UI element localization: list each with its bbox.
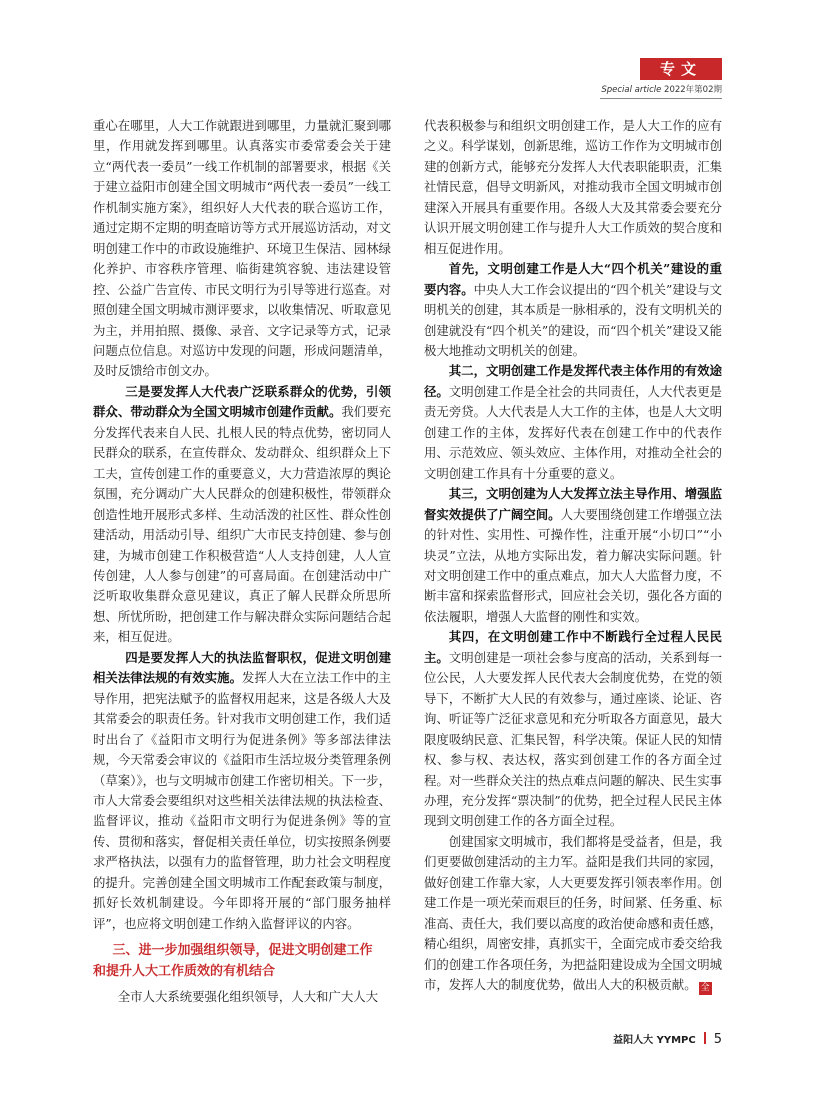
paragraph [424,832,722,996]
paragraph: 全市人大系统要强化组织领导，人大和广大人大 [117,989,378,1005]
section-title-line: 三、进一步加强组织领导，促进文明创建工作 [112,943,373,959]
magazine-name: 益阳人大 YYMPC [613,1035,696,1046]
paragraph-text: 创建国家文明城市，我们都将是受益者，但是，我们更要做创建活动的主力军。益阳是我们共同的家园，做好创建工作靠大家，人大更要发挥引领表率作用。创建工作是一项光荣而艰巨的任务，时间紧、任务重、标准高、责任大，我们要以高度的政治使命感和责任感，精心组织，周密安排，真抓实干，全面完成市委交给我们的创建工作各项任务，为把益阳建设成为全国文明城市，发挥人大的制度优势，做出人大的积极贡献。 [424,833,722,993]
page-number: 5 [713,1032,722,1047]
paragraph-heading: 首先，文明创建工作是人大“四个机关”建设的重要内容。 [424,261,722,297]
paragraph-heading: 其三，文明创建为人大发挥立法主导作用、增强监督实效提供了广阔空间。 [424,486,722,522]
paragraph: 代表积极参与和组织文明创建工作，是人大工作的应有之义。科学谋划，创新思维，巡访工作作为文明城市创建的创新方式，能够充分发挥人大代表职能职责，汇集社情民意，倡导文明新风，对推动我市全国文明城市创建深入开展具有重要作用。各级人大及其常委会要充分认识开展文明创建工作与提升人大工作质效的契合度和相互促进作用。 [424,118,722,256]
paragraph: 重心在哪里，人大工作就跟进到哪里，力量就汇聚到哪里，作用就发挥到哪里。认真落实市委常委会关于建立“两代表一委员”一线工作机制的部署要求，根据《关于建立益阳市创建全国文明城市“两代表一委员”一线工作机制实施方案》，组织好人大代表的联合巡访工作，通过定期不定期的明查暗访等方式开展巡访活动，对文明创建工作中的市政设施维护、环境卫生保洁、园林绿化养护、市容秩序管理、临街建筑容貌、违法建设管控、公益广告宣传、市民文明行为引导等进行巡查。对照创建全国文明城市测评要求，以收集情况、听取意见为主，并用拍照、摄像、录音、文字记录等方式，记录问题点位信息。对巡访中发现的问题，形成问题清单，及时反馈给市创文办。 [93,118,391,379]
paragraph-text: 人大要围绕创建工作增强立法的针对性、实用性、可操作性，注重开展“小切口”“小块灵”立法，从地方实际出发，着力解决实际问题。针对文明创建工作中的重点难点，加大人大监督力度，不断丰富和探索监督形式，回应社会关切，强化各方面的依法履职，增强人大监督的刚性和实效。 [424,506,723,624]
header-divider [600,98,722,99]
paragraph [424,484,722,627]
page-footer [590,1030,722,1050]
paragraph-heading: 其二，文明创建工作是发挥代表主体作用的有效途径。 [424,363,722,399]
paragraph-text: 我们要充分发挥代表来自人民、扎根人民的特点优势，密切同人民群众的联系，在宣传群众、发动群众、组织群众上下工夫，宣传创建工作的重要意义，大力营造浓厚的舆论氛围，充分调动广大人民群众的创建积极性，带领群众创造性地开展形式多样、生动活泼的社区性、群众性创建活动，用活动引导、组织广大市民支持创建、参与创建，为城市创建工作积极营造“人人支持创建，人人宣传创建，人人参与创建”的可喜局面。在创建活动中广泛听取收集群众意见建议，真正了解人民群众所思所想、所忧所盼，把创建工作与解决群众实际问题结合起来，相互促进。 [93,404,392,645]
section-title-line: 和提升人大工作质效的有机结合 [93,964,276,980]
paragraph [424,361,722,484]
paragraph-heading: 其四，在文明创建工作中不断践行全过程人民民主。 [424,629,722,665]
special-article-label: Special article [601,85,662,95]
paragraph [93,648,391,934]
paragraph-text: 文明创建是一项社会参与度高的活动，关系到每一位公民，人大要发挥人民代表大会制度优势，在党的领导下，不断扩大人民的有效参与，通过座谈、论证、咨询、听证等广泛征求意见和充分听取各方面意见，最大限度吸纳民意、汇集民智，科学决策。保证人民的知情权、参与权、表达权，落实到创建工作的各方面全过程。对一些群众关注的热点难点问题的解决、民生实事办理，充分发挥“票决制”的优势，把全过程人民民主体现到文明创建工作的各方面全过程。 [424,649,723,829]
paragraph-text: 发挥人大在立法工作中的主导作用，把宪法赋予的监督权用起来，这是各级人大及其常委会的职责任务。针对我市文明创建工作，我们适时出台了《益阳市文明行为促进条例》等多部法律法规，今天常委会审议的《益阳市生活垃圾分类管理条例（草案）》，也与文明城市创建工作密切相关。下一步，市人大常委会要组织对这些相关法律法规的执法检查、监督评议，推动《益阳市文明行为促进条例》等的宣传、贯彻和落实，督促相关责任单位，切实按照条例要求严格执法，以强有力的监督管理，助力社会文明程度的提升。完善创建全国文明城市工作配套政策与制度，抓好长效机制建设。今年即将开展的“部门服务抽样评”，也应将文明创建工作纳入监督评议的内容。 [93,670,392,931]
left-column [93,116,391,1008]
section-badge: 专文 [640,58,722,80]
paragraph-text: 文明创建工作是全社会的共同责任，人大代表更是责无旁贷。人大代表是人大工作的主体，也是人大文明创建工作的主体，发挥好代表在创建工作中的代表作用、示范效应、领头效应、主体作用，对推动全社会的文明创建工作具有十分重要的意义。 [424,383,723,481]
paragraph [424,259,722,361]
issue-line [600,83,722,97]
paragraph-text: 中央人大工作会议提出的“四个机关”建设与文明机关的创建，其本质是一脉相承的，没有文明机关的创建就没有“四个机关”的建设，而“四个机关”建设又能极大地推动文明机关的创建。 [424,281,723,358]
paragraph [424,627,722,832]
right-column [424,116,722,995]
end-mark-icon: 全 [700,983,710,994]
issue-label: 2022年第02期 [664,85,722,95]
paragraph-heading: 三是要发挥人大代表广泛联系群众的优势，引领群众、带动群众为全国文明城市创建作贡献。 [93,383,391,420]
paragraph-heading: 四是要发挥人大的执法监督职权，促进文明创建相关法律法规的有效实施。 [93,649,391,686]
footer-divider [704,1032,706,1044]
paragraph [93,382,391,648]
section-title [93,940,391,982]
